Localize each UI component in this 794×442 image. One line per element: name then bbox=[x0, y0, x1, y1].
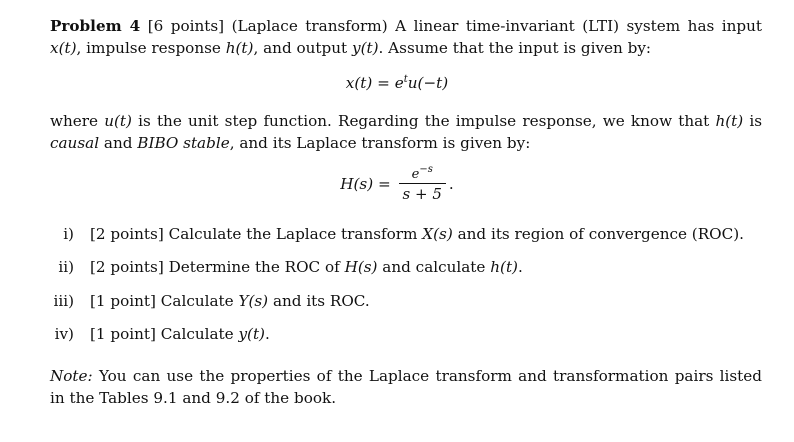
para2-text-c: is bbox=[749, 112, 763, 130]
item-label: ii) bbox=[58, 258, 74, 276]
note-text: You can use the properties of the Laplace transform and transformation pairs listed in the Tables 9.1 and 9.2 of the book. bbox=[50, 367, 762, 407]
eq1-lhs: x(t) bbox=[345, 74, 373, 92]
item-math: H(s) bbox=[344, 258, 378, 276]
problem-heading: Problem 4 bbox=[50, 17, 141, 35]
fraction-denominator: s + 5 bbox=[402, 184, 442, 203]
item-text: and its region of convergence (ROC). bbox=[457, 225, 744, 243]
numerator-exponent: −s bbox=[419, 163, 433, 175]
intro-text-c: , and output bbox=[253, 39, 348, 57]
item-body bbox=[90, 256, 523, 278]
eq2-period: . bbox=[448, 175, 454, 193]
item-points: [1 point] bbox=[90, 292, 156, 310]
item-text: Determine the ROC of bbox=[168, 258, 340, 276]
para2-text-b: is the unit step function. Regarding the impulse response, we know that bbox=[138, 112, 710, 130]
eq1-exponent: t bbox=[403, 74, 408, 85]
item-text: and calculate bbox=[382, 258, 486, 276]
numerator-base: e bbox=[411, 166, 420, 182]
intro-text-a: A linear time-invariant (LTI) system has input bbox=[395, 17, 763, 35]
item-text: Calculate bbox=[160, 325, 234, 343]
item-body bbox=[90, 290, 370, 312]
transfer-fraction bbox=[399, 163, 446, 204]
step-signal: u(t) bbox=[104, 112, 132, 130]
eq1-equals: = bbox=[377, 74, 390, 92]
bibo-term: BIBO stable bbox=[137, 134, 230, 152]
input-signal: x(t) bbox=[50, 39, 77, 57]
item-label: i) bbox=[63, 225, 74, 243]
item-text: Calculate the Laplace transform bbox=[168, 225, 418, 243]
causal-term: causal bbox=[50, 134, 100, 152]
item-text: and its ROC. bbox=[272, 292, 370, 310]
item-text: . bbox=[517, 258, 523, 276]
note-paragraph bbox=[50, 365, 762, 409]
para2-text-a: where bbox=[50, 112, 99, 130]
item-label: iv) bbox=[54, 325, 74, 343]
item-math: Y(s) bbox=[238, 292, 269, 310]
item-text: . bbox=[264, 325, 270, 343]
item-body bbox=[90, 223, 744, 245]
para2-impulse-signal: h(t) bbox=[715, 112, 744, 130]
item-label: iii) bbox=[53, 292, 74, 310]
impulse-description bbox=[50, 110, 762, 154]
output-signal: y(t) bbox=[351, 39, 379, 57]
fraction-numerator bbox=[399, 163, 446, 184]
impulse-signal: h(t) bbox=[225, 39, 254, 57]
item-points: [2 points] bbox=[90, 225, 164, 243]
eq1-rest: u(−t) bbox=[407, 74, 449, 92]
input-equation bbox=[0, 72, 794, 94]
transfer-function-equation bbox=[0, 164, 794, 204]
item-text: Calculate bbox=[160, 292, 234, 310]
intro-text-b: , impulse response bbox=[76, 39, 221, 57]
item-math: y(t) bbox=[238, 325, 265, 343]
problem-topic: (Laplace transform) bbox=[231, 17, 388, 35]
eq1-base: e bbox=[394, 74, 404, 92]
para2-text-e: , and its Laplace transform is given by: bbox=[229, 134, 531, 152]
item-math: X(s) bbox=[422, 225, 453, 243]
item-points: [1 point] bbox=[90, 325, 156, 343]
item-points: [2 points] bbox=[90, 258, 164, 276]
eq2-lhs: H(s) bbox=[340, 175, 374, 193]
note-label: Note: bbox=[50, 367, 93, 385]
problem-points: [6 points] bbox=[147, 17, 225, 35]
item-body bbox=[90, 323, 270, 345]
problem-intro bbox=[50, 15, 762, 59]
intro-text-d: . Assume that the input is given by: bbox=[378, 39, 652, 57]
para2-text-d: and bbox=[103, 134, 133, 152]
eq2-equals: = bbox=[377, 175, 391, 193]
item-math: h(t) bbox=[490, 258, 518, 276]
